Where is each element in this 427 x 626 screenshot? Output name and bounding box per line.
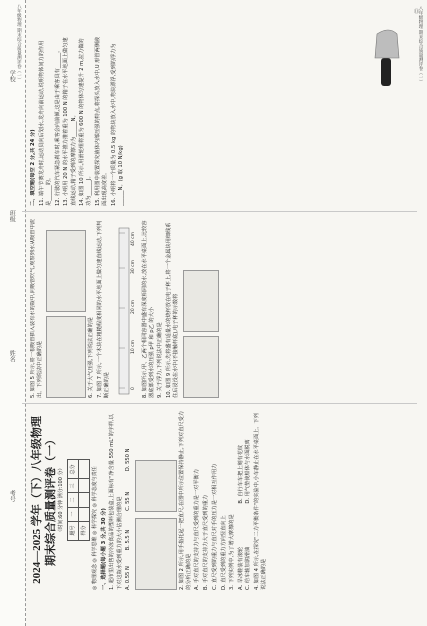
column-divider: [22, 211, 417, 212]
binding-class: 班级: [8, 210, 16, 222]
option: C. 直尺受到的重力与直尺对手的压力是一对相互作用力: [211, 463, 218, 590]
ruler-tick-label: 20 cm: [130, 299, 136, 314]
side-header-right: 八年级物理 期末综合质量测评卷（一）: [418, 6, 423, 84]
ruler-tick-label: 30 cm: [130, 259, 136, 274]
score-cell[interactable]: [79, 479, 90, 493]
page-number: ⑪: [413, 9, 419, 15]
binding-name: 姓名: [8, 350, 16, 362]
score-cell: 一: [68, 507, 79, 521]
score-cell[interactable]: [79, 460, 90, 479]
question-15: 15. 利用图中装置探究液体内部压强的特点,将探头放入水中,U 形管两侧液面出现高度差。: [95, 36, 109, 206]
question-3: 3. 下列实例中,为了增大摩擦的是: [229, 514, 236, 590]
option: B. 手对直尺的支持力大于直尺受到的重力: [203, 494, 210, 590]
score-table: [67, 459, 90, 540]
score-cell: 题号: [68, 521, 79, 540]
option: D. 550 N: [125, 448, 132, 472]
option: D. 直尺受到的重力方向竖直向上: [220, 515, 227, 590]
column-divider: [22, 403, 417, 404]
question-4: 4. 如图 4 所示,在探究"二力平衡条件"的实验中,小车静止在水平桌面上。下列说法正确的是: [253, 413, 268, 590]
time-score: （时间:60 分钟 满分:100 分）: [58, 465, 64, 535]
option: B. 5.5 N: [125, 529, 132, 551]
ruler-tick-label: 0: [130, 387, 136, 390]
option: C. 给车轴加润滑油: [245, 546, 252, 590]
score-cell[interactable]: [79, 493, 90, 507]
side-header-top: 八年级物理 期末综合质量测评卷（一）: [16, 4, 22, 82]
question-3-options: [238, 410, 252, 590]
column-3: [30, 36, 410, 206]
option: B. 自行车车把上刻有花纹: [237, 444, 244, 504]
question-2: 2. 如图 2 所示,用手指托起一把直尺,在图中所示位置保持静止,下列对直尺受力的分析正确的是: [178, 411, 192, 590]
ruler-tick-label: 10 cm: [130, 339, 136, 354]
column-1: [30, 410, 410, 590]
question-16: 16. 小明将一个质量为 0.5 kg 的物块放入水中,物块漂浮,受到的浮力为______N。(g 取 10 N/kg): [111, 43, 125, 206]
exam-title-line1: 2024—2025 学年（下）八年级物理: [31, 416, 43, 584]
column-2: [30, 218, 410, 398]
question-1-options: [125, 410, 132, 590]
question-1: 1. 超市里出售的冷冻食品的塑料包装盒,上面标有"净含量 550 mL"的字样,以下对这瓶水受到重力的大小估测合理的是: [109, 414, 123, 590]
question-9: 9. 关于浮力,下列说法中正确的是: [157, 322, 164, 398]
figure-beaker-tube: [46, 316, 86, 398]
knowledge-note: ◎ 物理观念 ◎ 科学思维 ◎ 科学探究 ◎ 科学态度与责任: [92, 466, 99, 590]
question-7: 7. 如图 7 所示,一个木块在粗糙程度相同的水平地面上做匀速直线运动,下列判断正确的是: [97, 220, 111, 398]
binding-school: 学校: [8, 70, 16, 82]
score-cell: 三: [68, 479, 79, 493]
exam-title-line2: 期末综合质量测评卷（一）: [45, 434, 57, 566]
figure-hand-ruler: [135, 518, 177, 590]
section2-heading: 二、填空题(每空 2 分,共 24 分): [30, 129, 36, 206]
question-14: 14. 如图 10 所示,用滑轮组将重为 600 N 的物体匀速提升 2 m,拉力做的功为______J。: [79, 38, 93, 206]
question-5: 5. 如图 5 所示,将一根吸管插入装有水的瓶中,向吸管吹气,观察到水从吸管中流出。下列说法中正确的是: [30, 219, 44, 398]
option: A. 旱冰鞋装有滚轮: [237, 546, 244, 590]
ruler-figure: [115, 218, 139, 398]
figure-block-surface: [46, 230, 86, 312]
question-11: 11. 端午节赛龙舟时,运动员向后划水,龙舟向前运动,说明物体间力的作用是______的。: [38, 40, 52, 206]
question-13: 13. 小明用 20 N 的水平推力推着重为 100 N 的箱子在水平地面上做匀速直线运动,箱子受到的摩擦力为______N。: [63, 37, 77, 206]
score-cell: 二: [68, 493, 79, 507]
option: D. 用气垫使船体与水面脱离: [245, 439, 252, 504]
question-12: 12. 行驶的汽车紧急刹车时,乘客会向前倾,这是由于乘客具有______。: [54, 47, 61, 206]
question-6: 6. 关于大气压强,下列说法正确的是: [88, 317, 95, 398]
score-cell: 得分: [79, 521, 90, 540]
option: C. 55 N: [125, 491, 132, 511]
figure-water-bottle: [135, 460, 177, 512]
score-cell[interactable]: [79, 507, 90, 521]
ruler-tick-label: 40 cm: [130, 231, 136, 246]
question-10: 10. 如图 9 所示,先将盛有适量水的烧杯放在电子秤上,将一个金属块用细线系住后浸没在水中(不接触杯底),电子秤的示数将: [166, 222, 180, 398]
option: A. 手对直尺的支持力与直尺受到的重力是一对平衡力: [194, 469, 201, 590]
section1-heading: 一、选择题(每小题 3 分,共 30 分): [100, 508, 107, 590]
figure-pulley: [183, 270, 219, 332]
binding-number: 考号: [8, 490, 16, 502]
question-8: 8. 如图所示,甲、乙两个相同容器中盛有深度相同的水,放在水平桌面上,比较容器底部受到水的压强 p甲 和 p乙 的大小: [141, 220, 155, 398]
figure-scale-beaker: [183, 336, 219, 398]
option: A. 0.55 N: [125, 566, 132, 590]
score-cell: 总分: [68, 460, 79, 479]
